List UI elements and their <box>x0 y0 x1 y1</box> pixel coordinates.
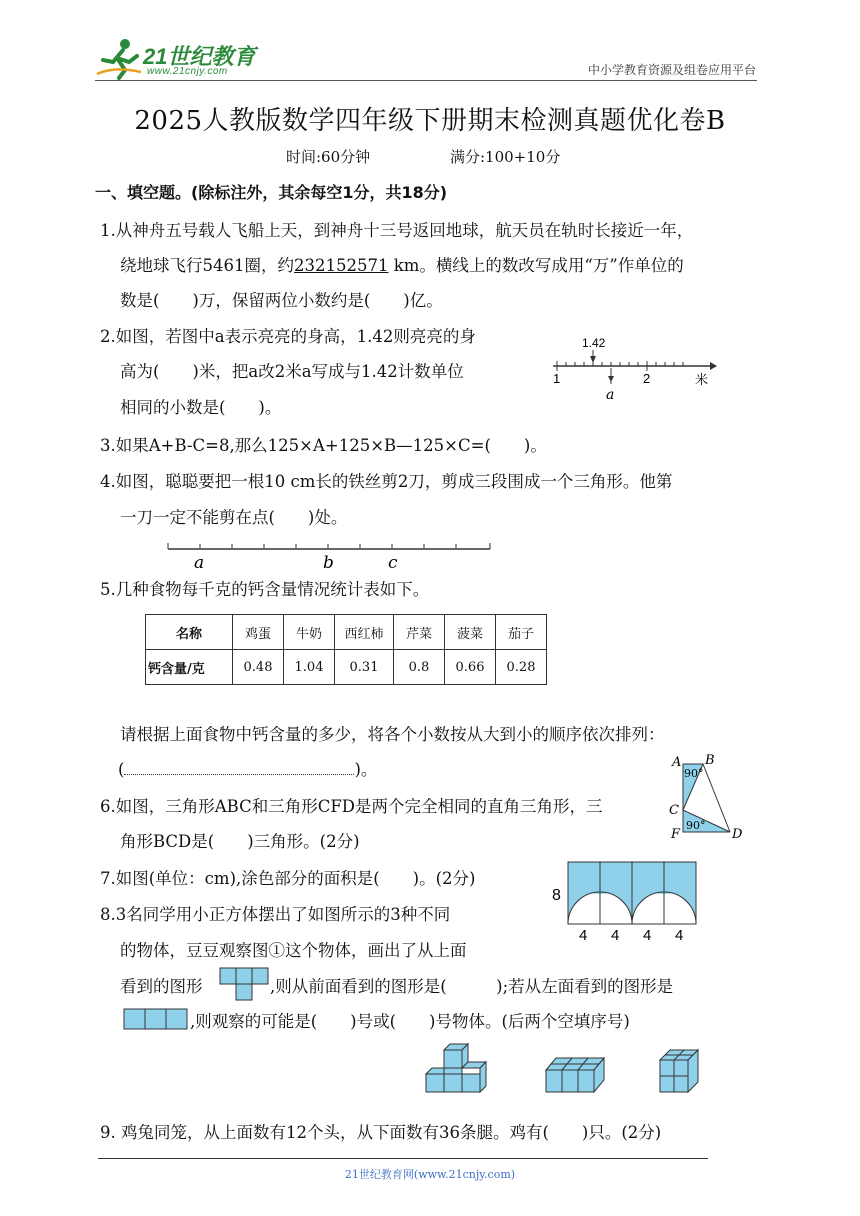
q6-line2: 角形BCD是( )三角形。(2分) <box>120 832 360 851</box>
exam-time: 时间:60分钟 <box>286 148 371 166</box>
arcs-figure <box>548 858 700 943</box>
table-cell: 芹菜 <box>394 615 445 650</box>
table-cell: 牛奶 <box>284 615 335 650</box>
number-line-a-label: a <box>606 387 615 403</box>
table-cell: 菠菜 <box>445 615 496 650</box>
wire-figure <box>162 538 497 573</box>
page-title: 2025人教版数学四年级下册期末检测真题优化卷B <box>134 106 726 136</box>
point-c-label: c <box>388 553 398 573</box>
exam-score: 满分:100+10分 <box>450 148 561 166</box>
table-row <box>146 615 547 650</box>
table-cell: 鸡蛋 <box>233 615 284 650</box>
q1-line2 <box>120 256 684 276</box>
table-cell: 西红柿 <box>335 615 394 650</box>
vertex-f-label: F <box>671 827 681 842</box>
calcium-table <box>145 614 547 685</box>
table-cell: 0.28 <box>496 650 547 685</box>
section-heading: 一、填空题。(除标注外，其余每空1分，共18分) <box>95 183 448 202</box>
q2-line2: 高为( )米，把a改2米a写成与1.42计数单位 <box>120 362 464 381</box>
q4-line2: 一刀一定不能剪在点( )处。 <box>120 508 348 527</box>
q1-line1: 1.从神舟五号载人飞船上天，到神舟十三号返回地球，航天员在轨时长接近一年， <box>100 221 694 240</box>
q1-text-b: km。横线上的数改写成用“万”作单位的 <box>388 256 684 275</box>
q1-underlined-number: 232152571 <box>294 256 389 275</box>
logo-text: 21世纪教育 <box>143 44 256 69</box>
number-line-unit: 米 <box>695 373 709 388</box>
cube-objects-figure <box>422 1040 722 1102</box>
q2-line1: 2.如图，若图中a表示亮亮的身高，1.42则亮亮的身 <box>100 327 476 346</box>
q9-line1: 9. 鸡兔同笼，从上面数有12个头，从下面数有36条腿。鸡有( )只。(2分) <box>100 1123 662 1142</box>
height-label: 8 <box>552 887 561 904</box>
vertex-a-label: A <box>672 755 682 770</box>
answer-blank[interactable] <box>124 760 354 775</box>
width-label: 4 <box>675 927 684 943</box>
q5-line3 <box>118 760 377 780</box>
point-a-label: a <box>194 553 205 573</box>
q7-line1: 7.如图(单位：cm),涂色部分的面积是( )。(2分) <box>100 869 476 888</box>
table-cell: 0.31 <box>335 650 394 685</box>
triangles-figure <box>665 752 750 842</box>
table-row <box>146 650 547 685</box>
table-cell: 0.66 <box>445 650 496 685</box>
number-line-top-label: 1.42 <box>582 336 606 350</box>
q5-line2: 请根据上面食物中钙含量的多少，将各个小数按从大到小的顺序依次排列： <box>120 725 665 744</box>
q5-open-paren: ( <box>118 760 125 779</box>
q8-line1: 8.3名同学用小正方体摆出了如图所示的3种不同 <box>100 905 451 924</box>
point-b-label: b <box>323 553 334 573</box>
footer-text: 21世纪教育网(www.21cnjy.com) <box>344 1168 516 1181</box>
q5-line1: 5.几种食物每千克的钙含量情况统计表如下。 <box>100 580 430 599</box>
table-header-cell: 钙含量/克 <box>146 650 233 685</box>
vertex-b-label: B <box>705 753 715 768</box>
vertex-c-label: C <box>669 803 679 818</box>
width-label: 4 <box>611 927 620 943</box>
q1-text-a: 绕地球飞行5461圈，约 <box>120 256 294 275</box>
left-view-shape <box>123 1007 189 1031</box>
q3-line1: 3.如果A+B-C=8,那么125×A+125×B—125×C=( )。 <box>100 436 547 455</box>
table-cell: 1.04 <box>284 650 335 685</box>
q2-line3: 相同的小数是( )。 <box>120 398 282 417</box>
logo-url: www.21cnjy.com <box>147 66 228 77</box>
q8-line3a: 看到的图形 <box>120 977 203 996</box>
width-label: 4 <box>643 927 652 943</box>
number-line-tick-1: 1 <box>553 371 561 386</box>
q4-line1: 4.如图，聪聪要把一根10 cm长的铁丝剪2刀，剪成三段围成一个三角形。他第 <box>100 472 673 491</box>
table-cell: 0.8 <box>394 650 445 685</box>
q5-close-paren: )。 <box>354 760 378 779</box>
table-cell: 茄子 <box>496 615 547 650</box>
table-cell: 0.48 <box>233 650 284 685</box>
table-header-cell: 名称 <box>146 615 233 650</box>
width-label: 4 <box>579 927 588 943</box>
vertex-d-label: D <box>732 827 743 842</box>
angle-label: 90° <box>684 767 704 780</box>
number-line-tick-2: 2 <box>643 371 651 386</box>
platform-text: 中小学教育资源及组卷应用平台 <box>587 63 756 77</box>
q6-line1: 6.如图，三角形ABC和三角形CFD是两个完全相同的直角三角形，三 <box>100 797 603 816</box>
q1-line3: 数是( )万，保留两位小数约是( )亿。 <box>120 291 443 310</box>
header-divider <box>95 80 757 81</box>
number-line-figure <box>545 330 725 405</box>
q8-line3b: ,则从前面看到的图形是( );若从左面看到的图形是 <box>270 977 674 996</box>
top-view-shape <box>219 967 269 1003</box>
q8-line2: 的物体，豆豆观察图①这个物体，画出了从上面 <box>120 941 467 960</box>
q8-line4: ,则观察的可能是( )号或( )号物体。(后两个空填序号) <box>190 1012 630 1031</box>
runner-icon <box>95 36 145 82</box>
footer-divider <box>98 1158 708 1159</box>
angle-label: 90° <box>686 819 706 832</box>
